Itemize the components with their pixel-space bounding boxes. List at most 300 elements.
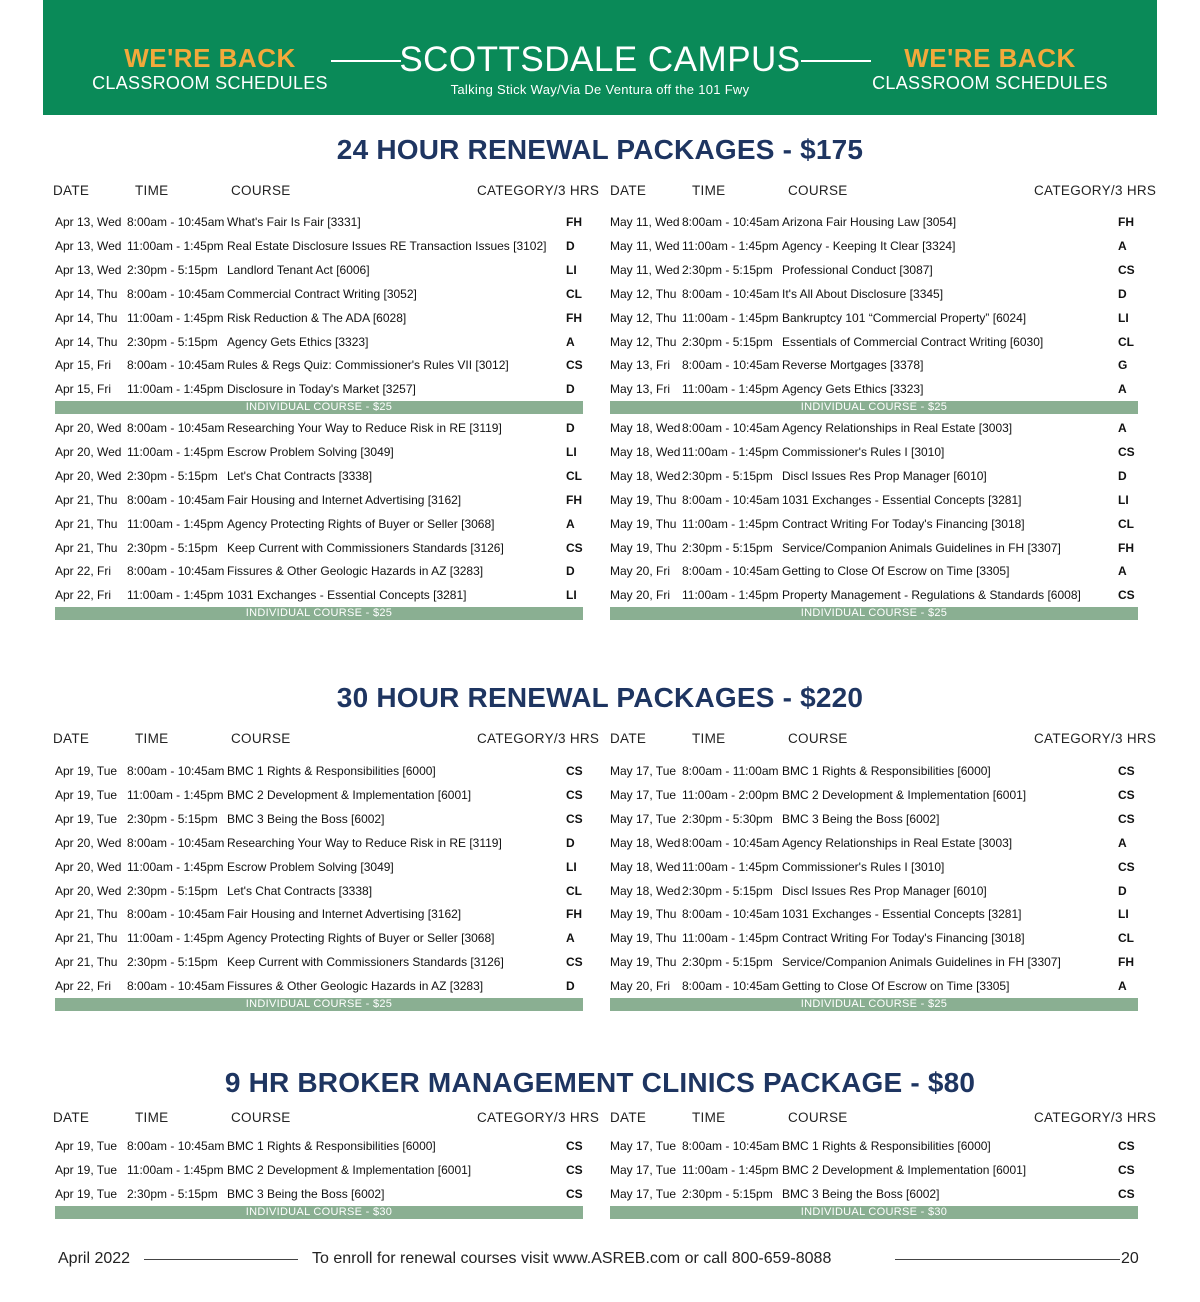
time-cell: 11:00am - 1:45pm: [127, 588, 224, 603]
table-row: [0, 783, 1200, 807]
date-cell: May 17, Tue: [610, 1139, 677, 1153]
date-cell: May 12, Thu: [610, 334, 677, 349]
date-cell: May 18, Wed: [610, 421, 681, 435]
course-cell: Real Estate Disclosure Issues RE Transaction Issues [3102]: [227, 238, 547, 253]
course-cell: Agency Relationships in Real Estate [3003]: [782, 421, 1013, 435]
time-cell: 11:00am - 1:45pm: [682, 588, 779, 603]
category-cell: D: [566, 238, 575, 253]
course-cell: Fissures & Other Geologic Hazards in AZ [3283]: [227, 979, 484, 994]
table-row: [0, 282, 1200, 306]
course-cell: Contract Writing For Today's Financing [3018]: [782, 931, 1025, 946]
time-cell: 2:30pm - 5:15pm: [682, 955, 773, 970]
course-cell: Reverse Mortgages [3378]: [782, 358, 924, 373]
course-cell: BMC 2 Development & Implementation [6001]: [227, 1162, 472, 1177]
right-banner-badge: [860, 44, 1120, 94]
course-cell: Arizona Fair Housing Law [3054]: [782, 215, 957, 229]
category-cell: FH: [1118, 540, 1134, 555]
date-cell: May 11, Wed: [610, 238, 680, 253]
date-cell: Apr 13, Wed: [55, 238, 122, 253]
date-cell: Apr 13, Wed: [55, 215, 122, 229]
date-cell: May 17, Tue: [610, 764, 677, 778]
header-course: COURSE: [231, 183, 291, 198]
category-cell: CS: [566, 764, 583, 778]
right-were-back: WE'RE BACK: [904, 43, 1076, 73]
individual-course-price-bar: INDIVIDUAL COURSE - $30: [610, 1206, 1138, 1219]
time-cell: 8:00am - 10:45am: [127, 835, 225, 850]
time-cell: 11:00am - 1:45pm: [682, 859, 779, 874]
table-row: [0, 926, 1200, 950]
time-cell: 2:30pm - 5:15pm: [127, 540, 218, 555]
section-title-30hr: 30 HOUR RENEWAL PACKAGES - $220: [336, 682, 864, 713]
header-category: CATEGORY/3 HRS: [477, 1110, 600, 1125]
category-cell: A: [1118, 382, 1127, 397]
time-cell: 8:00am - 10:45am: [127, 358, 225, 373]
date-cell: May 13, Fri: [610, 382, 671, 397]
category-cell: CL: [566, 286, 582, 301]
category-cell: CS: [566, 1162, 583, 1177]
time-cell: 11:00am - 1:45pm: [682, 516, 779, 531]
course-cell: Agency Gets Ethics [3323]: [782, 382, 924, 397]
time-cell: 11:00am - 1:45pm: [682, 931, 779, 946]
time-cell: 11:00am - 1:45pm: [682, 238, 779, 253]
date-cell: Apr 19, Tue: [55, 1162, 118, 1177]
date-cell: Apr 20, Wed: [55, 835, 122, 850]
category-cell: CS: [1118, 1162, 1135, 1177]
course-cell: Risk Reduction & The ADA [6028]: [227, 310, 407, 325]
time-cell: 2:30pm - 5:15pm: [127, 811, 218, 826]
category-cell: CS: [1118, 1186, 1135, 1201]
category-cell: CL: [566, 883, 582, 898]
header-date: DATE: [53, 183, 90, 198]
date-cell: May 19, Thu: [610, 955, 677, 970]
time-cell: 11:00am - 1:45pm: [682, 1162, 779, 1177]
header-course: COURSE: [231, 731, 291, 746]
category-cell: CS: [566, 811, 583, 826]
date-cell: Apr 19, Tue: [55, 1139, 118, 1153]
header-category: CATEGORY/3 HRS: [1034, 183, 1157, 198]
category-cell: D: [566, 421, 575, 435]
date-cell: Apr 19, Tue: [55, 1186, 118, 1201]
table-row: [0, 258, 1200, 282]
date-cell: May 19, Thu: [610, 516, 677, 531]
individual-course-price-bar: INDIVIDUAL COURSE - $25: [55, 401, 583, 414]
table-row: [0, 488, 1200, 512]
time-cell: 8:00am - 10:45am: [127, 764, 225, 778]
date-cell: Apr 14, Thu: [55, 334, 118, 349]
category-cell: LI: [566, 588, 577, 603]
course-cell: BMC 1 Rights & Responsibilities [6000]: [227, 1139, 436, 1153]
category-cell: A: [1118, 238, 1127, 253]
course-cell: Service/Companion Animals Guidelines in FH [3307]: [782, 540, 1061, 555]
header-date: DATE: [610, 1110, 647, 1125]
header-category: CATEGORY/3 HRS: [1034, 731, 1157, 746]
category-cell: FH: [566, 310, 582, 325]
category-cell: D: [566, 979, 575, 994]
course-cell: Agency Protecting Rights of Buyer or Seller [3068]: [227, 931, 495, 946]
time-cell: 8:00am - 10:45am: [127, 1139, 225, 1153]
date-cell: Apr 21, Thu: [55, 540, 118, 555]
course-cell: Agency Protecting Rights of Buyer or Seller [3068]: [227, 516, 495, 531]
table-row: [0, 1182, 1200, 1206]
time-cell: 11:00am - 1:45pm: [127, 787, 224, 802]
course-cell: Fissures & Other Geologic Hazards in AZ [3283]: [227, 564, 484, 579]
course-cell: 1031 Exchanges - Essential Concepts [3281]: [782, 492, 1022, 507]
category-cell: D: [1118, 286, 1127, 301]
table-row: [0, 330, 1200, 354]
course-cell: Researching Your Way to Reduce Risk in RE [3119]: [227, 421, 502, 435]
time-cell: 11:00am - 1:45pm: [127, 859, 224, 874]
category-cell: CL: [566, 468, 582, 483]
left-classroom-schedules: CLASSROOM SCHEDULES: [92, 73, 328, 93]
course-cell: BMC 1 Rights & Responsibilities [6000]: [782, 764, 991, 778]
date-cell: Apr 19, Tue: [55, 787, 118, 802]
time-cell: 11:00am - 1:45pm: [127, 931, 224, 946]
left-were-back: WE'RE BACK: [124, 43, 296, 73]
header-date: DATE: [610, 731, 647, 746]
header-category: CATEGORY/3 HRS: [477, 183, 600, 198]
course-cell: Agency - Keeping It Clear [3324]: [782, 238, 956, 253]
category-cell: LI: [566, 859, 577, 874]
table-row: [0, 512, 1200, 536]
header-banner: [43, 0, 1157, 115]
time-cell: 11:00am - 1:45pm: [127, 310, 224, 325]
time-cell: 2:30pm - 5:15pm: [682, 334, 773, 349]
date-cell: Apr 20, Wed: [55, 859, 122, 874]
date-cell: May 11, Wed: [610, 215, 680, 229]
category-cell: FH: [1118, 955, 1134, 970]
date-cell: May 17, Tue: [610, 811, 677, 826]
course-cell: Fair Housing and Internet Advertising [3162]: [227, 492, 462, 507]
individual-course-price-bar: INDIVIDUAL COURSE - $25: [55, 998, 583, 1011]
category-cell: CL: [1118, 516, 1134, 531]
date-cell: May 17, Tue: [610, 1162, 677, 1177]
time-cell: 8:00am - 11:00am: [682, 764, 779, 778]
time-cell: 8:00am - 10:45am: [127, 421, 225, 435]
table-row: [0, 950, 1200, 974]
footer-rule-right: [895, 1259, 1120, 1260]
page-number: 20: [1121, 1250, 1139, 1267]
category-cell: LI: [566, 444, 577, 459]
date-cell: May 18, Wed: [610, 835, 681, 850]
course-cell: BMC 1 Rights & Responsibilities [6000]: [782, 1139, 991, 1153]
header-time: TIME: [692, 1110, 726, 1125]
table-row: [0, 879, 1200, 903]
course-cell: BMC 3 Being the Boss [6002]: [227, 1186, 385, 1201]
category-cell: D: [566, 382, 575, 397]
course-cell: Fair Housing and Internet Advertising [3162]: [227, 907, 462, 922]
time-cell: 2:30pm - 5:15pm: [127, 883, 218, 898]
header-date: DATE: [53, 1110, 90, 1125]
table-row: [0, 416, 1200, 440]
course-cell: Commissioner's Rules I [3010]: [782, 859, 945, 874]
header-course: COURSE: [788, 1110, 848, 1125]
category-cell: CS: [566, 787, 583, 802]
category-cell: D: [566, 564, 575, 579]
date-cell: May 13, Fri: [610, 358, 671, 373]
section-title-9hr: 9 HR BROKER MANAGEMENT CLINICS PACKAGE - $80: [224, 1067, 976, 1098]
individual-course-price-bar: INDIVIDUAL COURSE - $30: [55, 1206, 583, 1219]
right-classroom-schedules: CLASSROOM SCHEDULES: [872, 73, 1108, 93]
category-cell: CS: [566, 1139, 583, 1153]
course-cell: Escrow Problem Solving [3049]: [227, 859, 394, 874]
course-cell: BMC 2 Development & Implementation [6001]: [782, 1162, 1027, 1177]
time-cell: 2:30pm - 5:15pm: [682, 262, 773, 277]
course-cell: Commissioner's Rules I [3010]: [782, 444, 945, 459]
time-cell: 11:00am - 2:00pm: [682, 787, 779, 802]
time-cell: 8:00am - 10:45am: [127, 907, 225, 922]
table-row: [0, 583, 1200, 607]
category-cell: D: [1118, 883, 1127, 898]
time-cell: 8:00am - 10:45am: [127, 564, 225, 579]
date-cell: May 18, Wed: [610, 859, 681, 874]
course-cell: Service/Companion Animals Guidelines in FH [3307]: [782, 955, 1061, 970]
campus-location: Talking Stick Way/Via De Ventura off the 101 Fwy: [450, 82, 750, 97]
time-cell: 2:30pm - 5:15pm: [127, 955, 218, 970]
header-course: COURSE: [231, 1110, 291, 1125]
category-cell: LI: [1118, 310, 1129, 325]
date-cell: May 19, Thu: [610, 907, 677, 922]
date-cell: Apr 15, Fri: [55, 358, 112, 373]
table-row: [0, 536, 1200, 560]
individual-course-price-bar: INDIVIDUAL COURSE - $25: [610, 401, 1138, 414]
category-cell: A: [566, 516, 575, 531]
date-cell: May 18, Wed: [610, 444, 681, 459]
table-row: [0, 855, 1200, 879]
table-row: [0, 440, 1200, 464]
course-cell: Getting to Close Of Escrow on Time [3305]: [782, 564, 1010, 579]
table-row: [0, 1134, 1200, 1158]
course-cell: Discl Issues Res Prop Manager [6010]: [782, 883, 987, 898]
header-date: DATE: [610, 183, 647, 198]
time-cell: 2:30pm - 5:15pm: [682, 468, 773, 483]
category-cell: FH: [566, 907, 582, 922]
time-cell: 2:30pm - 5:15pm: [682, 1186, 773, 1201]
course-cell: BMC 2 Development & Implementation [6001]: [227, 787, 472, 802]
course-cell: BMC 1 Rights & Responsibilities [6000]: [227, 764, 436, 778]
date-cell: Apr 14, Thu: [55, 286, 118, 301]
time-cell: 2:30pm - 5:15pm: [127, 1186, 218, 1201]
header-time: TIME: [135, 1110, 169, 1125]
footer-date: April 2022: [58, 1250, 131, 1267]
time-cell: 8:00am - 10:45am: [682, 564, 780, 579]
time-cell: 11:00am - 1:45pm: [127, 1162, 224, 1177]
course-cell: Agency Gets Ethics [3323]: [227, 334, 369, 349]
individual-course-price-bar: INDIVIDUAL COURSE - $25: [610, 998, 1138, 1011]
campus-title: SCOTTSDALE CAMPUS: [399, 40, 801, 79]
category-cell: A: [1118, 979, 1127, 994]
course-cell: Rules & Regs Quiz: Commissioner's Rules VII [3012]: [227, 358, 509, 373]
category-cell: CS: [566, 540, 583, 555]
table-row: [0, 559, 1200, 583]
category-cell: FH: [566, 215, 582, 229]
section-title-24hr: 24 HOUR RENEWAL PACKAGES - $175: [336, 134, 864, 165]
date-cell: Apr 21, Thu: [55, 955, 118, 970]
table-row: [0, 210, 1200, 234]
course-cell: Commercial Contract Writing [3052]: [227, 286, 417, 301]
category-cell: FH: [566, 492, 582, 507]
category-cell: CS: [1118, 787, 1135, 802]
date-cell: Apr 20, Wed: [55, 468, 122, 483]
category-cell: LI: [1118, 492, 1129, 507]
date-cell: May 19, Thu: [610, 931, 677, 946]
time-cell: 8:00am - 10:45am: [127, 979, 225, 994]
course-cell: BMC 3 Being the Boss [6002]: [782, 1186, 940, 1201]
date-cell: Apr 15, Fri: [55, 382, 112, 397]
date-cell: Apr 20, Wed: [55, 883, 122, 898]
category-cell: CS: [1118, 262, 1135, 277]
date-cell: May 12, Thu: [610, 310, 677, 325]
time-cell: 2:30pm - 5:15pm: [127, 468, 218, 483]
category-cell: CL: [1118, 334, 1134, 349]
course-cell: Professional Conduct [3087]: [782, 262, 933, 277]
course-cell: Keep Current with Commissioners Standards [3126]: [227, 540, 504, 555]
category-cell: A: [1118, 421, 1127, 435]
time-cell: 8:00am - 10:45am: [682, 215, 780, 229]
table-row: [0, 974, 1200, 998]
category-cell: CS: [1118, 588, 1135, 603]
date-cell: Apr 22, Fri: [55, 564, 112, 579]
time-cell: 8:00am - 10:45am: [682, 492, 780, 507]
header-date: DATE: [53, 731, 90, 746]
time-cell: 11:00am - 1:45pm: [127, 516, 224, 531]
course-cell: What's Fair Is Fair [3331]: [227, 215, 361, 229]
time-cell: 8:00am - 10:45am: [127, 215, 225, 229]
date-cell: Apr 21, Thu: [55, 907, 118, 922]
category-cell: CS: [566, 955, 583, 970]
time-cell: 11:00am - 1:45pm: [682, 382, 779, 397]
header-course: COURSE: [788, 731, 848, 746]
course-cell: Essentials of Commercial Contract Writing [6030]: [782, 334, 1044, 349]
time-cell: 8:00am - 10:45am: [127, 286, 225, 301]
category-cell: G: [1118, 358, 1128, 373]
date-cell: May 19, Thu: [610, 540, 677, 555]
table-row: [0, 234, 1200, 258]
time-cell: 11:00am - 1:45pm: [127, 238, 224, 253]
time-cell: 8:00am - 10:45am: [682, 421, 780, 435]
table-row: [0, 1158, 1200, 1182]
header-course: COURSE: [788, 183, 848, 198]
time-cell: 8:00am - 10:45am: [682, 979, 780, 994]
course-cell: Let's Chat Contracts [3338]: [227, 883, 373, 898]
individual-course-price-bar: INDIVIDUAL COURSE - $25: [610, 607, 1138, 620]
time-cell: 2:30pm - 5:15pm: [127, 334, 218, 349]
course-cell: Escrow Problem Solving [3049]: [227, 444, 394, 459]
time-cell: 11:00am - 1:45pm: [127, 444, 224, 459]
date-cell: May 17, Tue: [610, 787, 677, 802]
header-time: TIME: [135, 183, 169, 198]
time-cell: 8:00am - 10:45am: [682, 286, 780, 301]
category-cell: CS: [1118, 764, 1135, 778]
date-cell: May 20, Fri: [610, 588, 671, 603]
header-time: TIME: [692, 183, 726, 198]
date-cell: May 20, Fri: [610, 979, 671, 994]
footer-rule-left: [144, 1259, 298, 1260]
category-cell: LI: [1118, 907, 1129, 922]
time-cell: 2:30pm - 5:30pm: [682, 811, 773, 826]
course-cell: Disclosure in Today's Market [3257]: [227, 382, 416, 397]
category-cell: A: [1118, 835, 1127, 850]
date-cell: Apr 19, Tue: [55, 764, 118, 778]
date-cell: May 20, Fri: [610, 564, 671, 579]
date-cell: May 19, Thu: [610, 492, 677, 507]
course-cell: Property Management - Regulations & Standards [6008]: [782, 588, 1081, 603]
time-cell: 8:00am - 10:45am: [682, 1139, 780, 1153]
table-row: [0, 353, 1200, 377]
table-row: [0, 464, 1200, 488]
table-row: [0, 807, 1200, 831]
time-cell: 8:00am - 10:45am: [127, 492, 225, 507]
category-cell: CS: [1118, 444, 1135, 459]
table-row: [0, 377, 1200, 401]
course-cell: Discl Issues Res Prop Manager [6010]: [782, 468, 987, 483]
individual-course-price-bar: INDIVIDUAL COURSE - $25: [55, 607, 583, 620]
category-cell: LI: [566, 262, 577, 277]
category-cell: D: [566, 835, 575, 850]
footer-enroll-text: To enroll for renewal courses visit www.ASREB.com or call 800-659-8088: [312, 1250, 832, 1267]
course-cell: Getting to Close Of Escrow on Time [3305]: [782, 979, 1010, 994]
date-cell: Apr 20, Wed: [55, 444, 122, 459]
date-cell: Apr 21, Thu: [55, 516, 118, 531]
date-cell: May 11, Wed: [610, 262, 680, 277]
date-cell: May 18, Wed: [610, 883, 681, 898]
category-cell: A: [566, 334, 575, 349]
course-cell: BMC 3 Being the Boss [6002]: [782, 811, 940, 826]
category-cell: CS: [566, 358, 583, 373]
header-time: TIME: [692, 731, 726, 746]
course-cell: Let's Chat Contracts [3338]: [227, 468, 373, 483]
table-row: [0, 759, 1200, 783]
course-cell: 1031 Exchanges - Essential Concepts [3281]: [782, 907, 1022, 922]
course-cell: Bankruptcy 101 “Commercial Property” [6024]: [782, 310, 1027, 325]
time-cell: 11:00am - 1:45pm: [682, 310, 779, 325]
date-cell: May 12, Thu: [610, 286, 677, 301]
course-cell: BMC 3 Being the Boss [6002]: [227, 811, 385, 826]
course-cell: 1031 Exchanges - Essential Concepts [3281]: [227, 588, 467, 603]
table-row: [0, 831, 1200, 855]
course-cell: Keep Current with Commissioners Standards [3126]: [227, 955, 504, 970]
course-cell: It's All About Disclosure [3345]: [782, 286, 944, 301]
category-cell: CS: [1118, 811, 1135, 826]
date-cell: May 17, Tue: [610, 1186, 677, 1201]
course-cell: BMC 2 Development & Implementation [6001]: [782, 787, 1027, 802]
date-cell: Apr 20, Wed: [55, 421, 122, 435]
category-cell: FH: [1118, 215, 1134, 229]
time-cell: 11:00am - 1:45pm: [127, 382, 224, 397]
time-cell: 2:30pm - 5:15pm: [127, 262, 218, 277]
time-cell: 8:00am - 10:45am: [682, 358, 780, 373]
course-cell: Contract Writing For Today's Financing [3018]: [782, 516, 1025, 531]
header-category: CATEGORY/3 HRS: [1034, 1110, 1157, 1125]
time-cell: 11:00am - 1:45pm: [682, 444, 779, 459]
header-category: CATEGORY/3 HRS: [477, 731, 600, 746]
date-cell: Apr 21, Thu: [55, 931, 118, 946]
date-cell: Apr 13, Wed: [55, 262, 122, 277]
time-cell: 8:00am - 10:45am: [682, 835, 780, 850]
time-cell: 2:30pm - 5:15pm: [682, 540, 773, 555]
category-cell: D: [1118, 468, 1127, 483]
category-cell: A: [566, 931, 575, 946]
date-cell: Apr 22, Fri: [55, 588, 112, 603]
time-cell: 2:30pm - 5:15pm: [682, 883, 773, 898]
date-cell: Apr 22, Fri: [55, 979, 112, 994]
category-cell: CS: [566, 1186, 583, 1201]
category-cell: A: [1118, 564, 1127, 579]
table-row: [0, 306, 1200, 330]
date-cell: Apr 14, Thu: [55, 310, 118, 325]
header-time: TIME: [135, 731, 169, 746]
category-cell: CS: [1118, 859, 1135, 874]
time-cell: 8:00am - 10:45am: [682, 907, 780, 922]
